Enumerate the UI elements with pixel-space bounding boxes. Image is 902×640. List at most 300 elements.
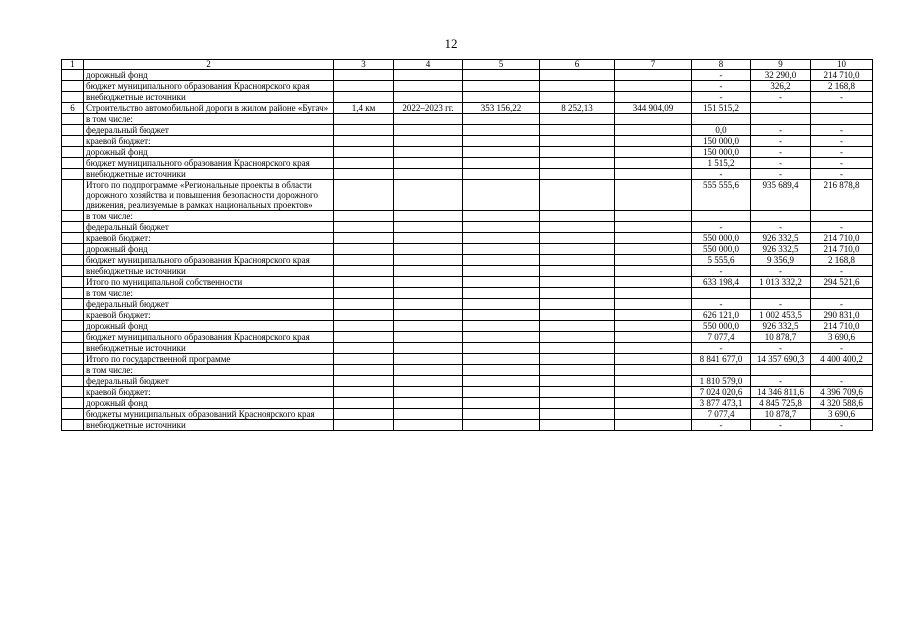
table-cell	[394, 343, 463, 354]
table-cell	[62, 92, 84, 103]
table-cell	[615, 222, 692, 233]
table-cell	[540, 244, 615, 255]
table-cell: 935 689,4	[751, 180, 811, 211]
table-cell	[394, 169, 463, 180]
table-cell	[463, 81, 540, 92]
table-cell: 294 521,6	[811, 277, 873, 288]
table-cell	[334, 222, 394, 233]
table-cell: 3 690,6	[811, 409, 873, 420]
table-cell: 344 904,09	[615, 103, 692, 114]
column-number-9: 9	[751, 60, 811, 70]
table-cell	[692, 365, 751, 376]
row-label: федеральный бюджет	[84, 222, 334, 233]
row-label: внебюджетные источники	[84, 92, 334, 103]
table-cell	[62, 158, 84, 169]
table-cell: 14 346 811,6	[751, 387, 811, 398]
table-cell: -	[692, 81, 751, 92]
table-cell: -	[811, 420, 873, 431]
table-cell: 7 077,4	[692, 409, 751, 420]
column-number-7: 7	[615, 60, 692, 70]
row-label: внебюджетные источники	[84, 169, 334, 180]
table-cell: -	[751, 420, 811, 431]
column-number-4: 4	[394, 60, 463, 70]
table-cell	[615, 288, 692, 299]
table-cell: -	[751, 169, 811, 180]
table-cell: -	[692, 420, 751, 431]
table-cell	[463, 125, 540, 136]
table-cell	[62, 211, 84, 222]
table-cell: -	[811, 169, 873, 180]
table-row	[62, 103, 873, 114]
table-cell	[540, 81, 615, 92]
table-row	[62, 398, 873, 409]
table-cell	[62, 277, 84, 288]
table-cell	[540, 398, 615, 409]
table-cell	[334, 321, 394, 332]
table-cell: -	[811, 376, 873, 387]
table-cell	[692, 211, 751, 222]
table-cell	[540, 136, 615, 147]
row-label: Итого по муниципальной собственности	[84, 277, 334, 288]
table-cell	[540, 321, 615, 332]
table-cell: -	[811, 158, 873, 169]
table-cell	[463, 147, 540, 158]
table-cell	[615, 321, 692, 332]
table-cell	[463, 70, 540, 81]
table-cell	[394, 147, 463, 158]
table-row	[62, 255, 873, 266]
table-cell: 926 332,5	[751, 244, 811, 255]
row-label: краевой бюджет:	[84, 387, 334, 398]
table-cell	[62, 180, 84, 211]
table-cell	[463, 169, 540, 180]
table-cell	[540, 420, 615, 431]
row-label: дорожный фонд	[84, 70, 334, 81]
row-label: в том числе:	[84, 288, 334, 299]
table-cell: 353 156,22	[463, 103, 540, 114]
table-cell: 32 290,0	[751, 70, 811, 81]
table-cell: 0,0	[692, 125, 751, 136]
table-cell	[463, 136, 540, 147]
table-cell: 4 320 588,6	[811, 398, 873, 409]
table-cell	[811, 365, 873, 376]
table-cell	[615, 233, 692, 244]
row-label: дорожный фонд	[84, 321, 334, 332]
table-cell	[463, 277, 540, 288]
table-cell	[334, 354, 394, 365]
table-cell	[540, 222, 615, 233]
table-cell	[540, 266, 615, 277]
table-row	[62, 136, 873, 147]
table-row	[62, 233, 873, 244]
table-cell	[463, 354, 540, 365]
row-label: дорожный фонд	[84, 244, 334, 255]
table-cell	[62, 387, 84, 398]
table-cell	[334, 114, 394, 125]
table-cell	[615, 244, 692, 255]
table-cell	[394, 332, 463, 343]
table-cell	[334, 180, 394, 211]
table-cell: 926 332,5	[751, 321, 811, 332]
table-cell: 7 024 020,6	[692, 387, 751, 398]
table-cell: -	[751, 376, 811, 387]
table-cell	[615, 376, 692, 387]
table-cell	[751, 288, 811, 299]
table-cell	[62, 409, 84, 420]
table-cell	[615, 343, 692, 354]
table-cell	[540, 255, 615, 266]
table-cell: 150 000,0	[692, 147, 751, 158]
table-cell	[62, 255, 84, 266]
table-row	[62, 125, 873, 136]
table-cell	[463, 211, 540, 222]
table-cell	[463, 92, 540, 103]
table-cell	[334, 233, 394, 244]
table-row	[62, 299, 873, 310]
table-cell: 1 810 579,0	[692, 376, 751, 387]
row-label: бюджет муниципального образования Красноярского края	[84, 332, 334, 343]
row-label: в том числе:	[84, 211, 334, 222]
table-cell	[751, 103, 811, 114]
table-cell	[540, 343, 615, 354]
table-cell	[394, 266, 463, 277]
table-cell	[394, 125, 463, 136]
table-cell	[540, 233, 615, 244]
table-cell: 1,4 км	[334, 103, 394, 114]
table-cell	[394, 376, 463, 387]
table-cell: -	[811, 92, 873, 103]
table-cell: -	[692, 92, 751, 103]
table-cell	[62, 398, 84, 409]
table-cell: 290 831,0	[811, 310, 873, 321]
table-cell	[334, 332, 394, 343]
table-cell	[62, 233, 84, 244]
table-cell	[540, 277, 615, 288]
table-cell	[615, 70, 692, 81]
row-label: бюджеты муниципальных образований Красноярского края	[84, 409, 334, 420]
table-cell	[540, 92, 615, 103]
table-cell: -	[751, 266, 811, 277]
table-cell	[394, 70, 463, 81]
table-cell	[394, 114, 463, 125]
table-cell	[463, 398, 540, 409]
table-cell	[811, 103, 873, 114]
table-row	[62, 288, 873, 299]
table-cell: -	[811, 266, 873, 277]
table-cell: 626 121,0	[692, 310, 751, 321]
table-cell	[540, 387, 615, 398]
table-cell	[463, 387, 540, 398]
table-cell	[540, 70, 615, 81]
table-cell	[394, 310, 463, 321]
table-row	[62, 266, 873, 277]
table-body	[62, 60, 873, 431]
table-cell	[463, 233, 540, 244]
table-cell: 214 710,0	[811, 70, 873, 81]
table-cell	[334, 310, 394, 321]
row-label: в том числе:	[84, 114, 334, 125]
table-cell	[62, 266, 84, 277]
table-cell: 150 000,0	[692, 136, 751, 147]
table-cell	[394, 222, 463, 233]
table-cell	[615, 211, 692, 222]
table-cell: 151 515,2	[692, 103, 751, 114]
table-cell	[615, 299, 692, 310]
table-row	[62, 92, 873, 103]
table-cell	[334, 398, 394, 409]
table-cell	[540, 180, 615, 211]
table-cell	[540, 158, 615, 169]
table-cell: 555 555,6	[692, 180, 751, 211]
table-cell	[334, 169, 394, 180]
row-label: краевой бюджет:	[84, 310, 334, 321]
table-cell	[540, 310, 615, 321]
table-cell	[62, 169, 84, 180]
table-cell	[62, 321, 84, 332]
table-cell	[540, 125, 615, 136]
table-cell: 2 168,8	[811, 255, 873, 266]
row-label: Строительство автомобильной дороги в жилом районе «Бугач»	[84, 103, 334, 114]
column-number-2: 2	[84, 60, 334, 70]
table-cell: -	[692, 169, 751, 180]
table-cell	[334, 365, 394, 376]
table-cell	[463, 376, 540, 387]
table-cell	[463, 365, 540, 376]
table-cell	[615, 354, 692, 365]
table-row	[62, 310, 873, 321]
column-number-3: 3	[334, 60, 394, 70]
table-cell	[463, 420, 540, 431]
table-cell	[463, 222, 540, 233]
table-cell: -	[751, 136, 811, 147]
table-cell: -	[692, 70, 751, 81]
table-row	[62, 81, 873, 92]
table-cell: 4 845 725,8	[751, 398, 811, 409]
table-cell: 4 396 709,6	[811, 387, 873, 398]
table-cell	[540, 365, 615, 376]
table-cell: 214 710,0	[811, 321, 873, 332]
table-cell	[62, 343, 84, 354]
table-cell: -	[692, 299, 751, 310]
table-cell	[540, 114, 615, 125]
table-cell	[615, 310, 692, 321]
table-cell: 10 878,7	[751, 409, 811, 420]
table-cell: -	[751, 343, 811, 354]
row-label: федеральный бюджет	[84, 125, 334, 136]
column-number-5: 5	[463, 60, 540, 70]
table-cell	[615, 365, 692, 376]
table-cell	[615, 136, 692, 147]
table-cell	[62, 125, 84, 136]
row-label: в том числе:	[84, 365, 334, 376]
table-cell: -	[811, 125, 873, 136]
table-cell: -	[692, 343, 751, 354]
table-cell: -	[811, 147, 873, 158]
row-label: внебюджетные источники	[84, 343, 334, 354]
table-cell	[334, 136, 394, 147]
table-row	[62, 169, 873, 180]
row-label: внебюджетные источники	[84, 420, 334, 431]
table-cell	[615, 255, 692, 266]
row-label: краевой бюджет:	[84, 233, 334, 244]
table-cell	[334, 92, 394, 103]
table-cell	[334, 376, 394, 387]
table-cell	[394, 387, 463, 398]
column-number-8: 8	[692, 60, 751, 70]
page-number: 12	[444, 36, 458, 51]
column-number-6: 6	[540, 60, 615, 70]
table-cell	[394, 92, 463, 103]
table-cell: 7 077,4	[692, 332, 751, 343]
table-row	[62, 147, 873, 158]
table-row	[62, 321, 873, 332]
table-cell: 10 878,7	[751, 332, 811, 343]
table-cell	[62, 376, 84, 387]
table-cell	[615, 125, 692, 136]
table-cell	[540, 299, 615, 310]
table-cell: 1 013 332,2	[751, 277, 811, 288]
table-cell	[334, 158, 394, 169]
table-cell: 550 000,0	[692, 244, 751, 255]
table-cell	[62, 244, 84, 255]
table-cell: -	[751, 222, 811, 233]
table-cell	[62, 147, 84, 158]
table-cell: -	[692, 266, 751, 277]
table-cell: 1 515,2	[692, 158, 751, 169]
table-cell	[394, 420, 463, 431]
column-number-1: 1	[62, 60, 84, 70]
table-cell: 3 877 473,1	[692, 398, 751, 409]
table-cell: 3 690,6	[811, 332, 873, 343]
table-cell	[692, 114, 751, 125]
table-cell	[463, 255, 540, 266]
table-cell: -	[811, 136, 873, 147]
table-cell	[334, 244, 394, 255]
table-cell: -	[751, 147, 811, 158]
table-cell: -	[811, 343, 873, 354]
column-number-10: 10	[811, 60, 873, 70]
row-label: дорожный фонд	[84, 147, 334, 158]
table-cell	[394, 233, 463, 244]
table-cell	[334, 288, 394, 299]
table-cell	[615, 169, 692, 180]
column-number-row	[62, 60, 873, 70]
table-cell	[540, 147, 615, 158]
table-cell: 214 710,0	[811, 233, 873, 244]
table-cell	[394, 321, 463, 332]
table-cell	[615, 180, 692, 211]
table-cell	[394, 136, 463, 147]
table-cell	[394, 211, 463, 222]
table-cell	[615, 332, 692, 343]
table-cell: -	[811, 222, 873, 233]
table-cell	[394, 158, 463, 169]
table-cell	[692, 288, 751, 299]
table-cell	[463, 180, 540, 211]
table-row	[62, 332, 873, 343]
table-cell	[540, 376, 615, 387]
table-cell: 326,2	[751, 81, 811, 92]
budget-table	[61, 59, 873, 431]
table-cell: 14 357 690,3	[751, 354, 811, 365]
table-cell	[334, 70, 394, 81]
table-cell	[540, 169, 615, 180]
table-cell	[615, 92, 692, 103]
table-cell	[463, 244, 540, 255]
row-label: внебюджетные источники	[84, 266, 334, 277]
table-cell	[751, 211, 811, 222]
table-row	[62, 420, 873, 431]
table-cell: 216 878,8	[811, 180, 873, 211]
table-cell: 5 555,6	[692, 255, 751, 266]
table-cell	[334, 81, 394, 92]
table-row	[62, 409, 873, 420]
table-cell	[394, 277, 463, 288]
table-cell	[334, 299, 394, 310]
table-cell	[334, 211, 394, 222]
table-cell	[615, 409, 692, 420]
table-cell	[394, 354, 463, 365]
table-cell	[394, 398, 463, 409]
row-label: бюджет муниципального образования Красноярского края	[84, 81, 334, 92]
table-cell	[615, 147, 692, 158]
row-label: федеральный бюджет	[84, 299, 334, 310]
table-cell	[811, 211, 873, 222]
table-cell: 550 000,0	[692, 321, 751, 332]
table-cell	[62, 354, 84, 365]
table-row	[62, 277, 873, 288]
table-cell	[394, 255, 463, 266]
table-cell	[540, 354, 615, 365]
table-cell: 2 168,8	[811, 81, 873, 92]
table-cell: -	[692, 222, 751, 233]
table-cell	[334, 343, 394, 354]
table-cell: 9 356,9	[751, 255, 811, 266]
table-cell	[463, 266, 540, 277]
table-row	[62, 180, 873, 211]
table-cell: -	[751, 299, 811, 310]
row-label: бюджет муниципального образования Красноярского края	[84, 158, 334, 169]
table-cell	[62, 332, 84, 343]
table-cell: 2022–2023 гг.	[394, 103, 463, 114]
table-row	[62, 211, 873, 222]
table-cell	[615, 81, 692, 92]
table-cell	[615, 277, 692, 288]
row-label: Итого по подпрограмме «Региональные проекты в области дорожного хозяйства и повышения безопасности дорожного движения, реализуемые в рамках национальных проектов»	[84, 180, 334, 211]
table-cell	[811, 114, 873, 125]
table-cell	[394, 244, 463, 255]
table-cell: 214 710,0	[811, 244, 873, 255]
table-cell	[62, 420, 84, 431]
table-cell: 633 198,4	[692, 277, 751, 288]
row-label: краевой бюджет:	[84, 136, 334, 147]
table-cell	[463, 114, 540, 125]
table-cell	[62, 222, 84, 233]
table-cell	[62, 288, 84, 299]
table-cell: 8 252,13	[540, 103, 615, 114]
table-row	[62, 354, 873, 365]
table-row	[62, 343, 873, 354]
table-cell	[463, 158, 540, 169]
table-cell: -	[751, 92, 811, 103]
table-cell	[463, 343, 540, 354]
table-row	[62, 222, 873, 233]
table-cell	[334, 387, 394, 398]
table-cell	[334, 125, 394, 136]
table-cell	[334, 420, 394, 431]
table-cell: 550 000,0	[692, 233, 751, 244]
row-label: федеральный бюджет	[84, 376, 334, 387]
